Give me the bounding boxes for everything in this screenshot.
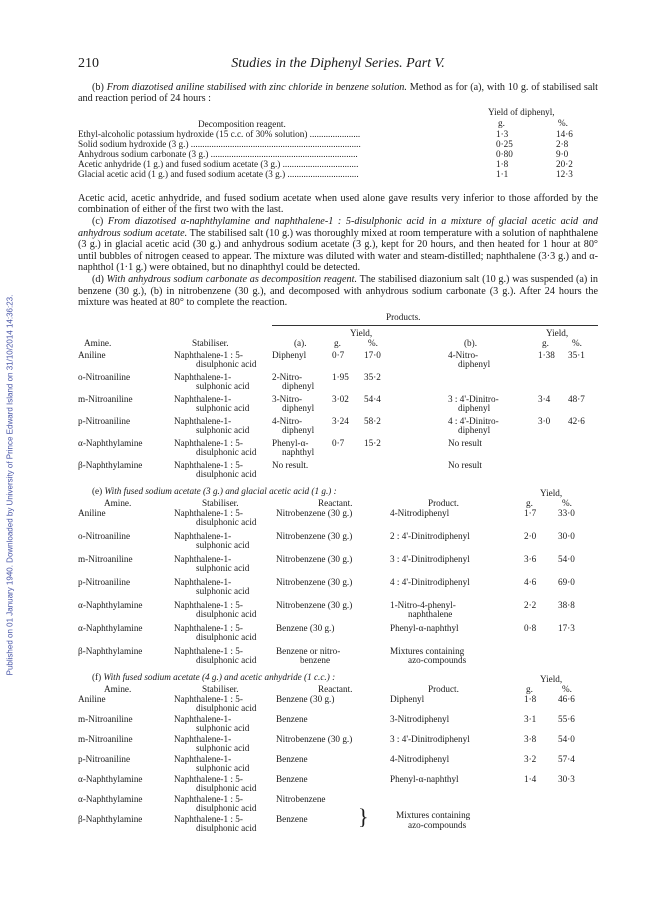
col-yield: Yield, bbox=[540, 673, 563, 684]
table-cell: Naphthalene-1- bbox=[174, 530, 232, 541]
table-cell: Naphthalene-1 : 5- bbox=[174, 622, 243, 633]
para-heading: With fused sodium acetate (3 g.) and glacial acetic acid (1 g.) : bbox=[104, 485, 337, 496]
table-cell: diphenyl bbox=[458, 358, 491, 369]
col-g-a: g. bbox=[334, 337, 341, 348]
table-cell: azo-compounds bbox=[408, 654, 467, 665]
table-cell: 3·4 bbox=[538, 393, 551, 404]
table-cell: 54·0 bbox=[558, 733, 575, 744]
table-cell: Nitrobenzene (30 g.) bbox=[276, 553, 353, 564]
yield-g: 0·80 bbox=[496, 148, 513, 159]
table-cell: 3-Nitro- bbox=[272, 393, 303, 404]
table-cell: 4 : 4'-Dinitrodiphenyl bbox=[390, 576, 470, 587]
table-cell: 69·0 bbox=[558, 576, 575, 587]
para-text: The stabilised diazonium salt (10 g.) was suspended (a) in benzene (30 g.), (b) in nitrobenzene (30 g.), and decomposed with anhydrous sodium carbonate (3 g.). After 24 hours the mixture was heated at 80° to complete the reaction. bbox=[78, 273, 598, 309]
table-cell: disulphonic acid bbox=[196, 631, 257, 642]
table-cell: disulphonic acid bbox=[196, 802, 257, 813]
mixtures-label: azo-compounds bbox=[408, 819, 467, 830]
table-cell: 17·3 bbox=[558, 622, 575, 633]
table-cell: Naphthalene-1- bbox=[174, 371, 232, 382]
table-cell: Aniline bbox=[78, 507, 106, 518]
table-cell: 4-Nitrodiphenyl bbox=[390, 753, 450, 764]
table-cell: 3·1 bbox=[524, 713, 537, 724]
table-cell: o-Nitroaniline bbox=[78, 530, 131, 541]
table-cell: 58·2 bbox=[364, 415, 381, 426]
table-cell: Naphthalene-1- bbox=[174, 713, 232, 724]
yield-g: 1·8 bbox=[496, 158, 509, 169]
table-cell: Diphenyl bbox=[390, 693, 425, 704]
table-cell: 30·3 bbox=[558, 773, 575, 784]
reagent: Ethyl-alcoholic potassium hydroxide (15 c.c. of 30% solution) ...................... bbox=[78, 128, 361, 139]
col-pct: %. bbox=[562, 497, 572, 508]
table-cell: Benzene (30 g.) bbox=[276, 622, 335, 633]
table-cell: 1·8 bbox=[524, 693, 537, 704]
table-cell: diphenyl bbox=[458, 424, 491, 435]
table-cell: 3·2 bbox=[524, 753, 537, 764]
table-cell: p-Nitroaniline bbox=[78, 576, 131, 587]
table-cell: 15·2 bbox=[364, 437, 381, 448]
table-row bbox=[78, 129, 598, 139]
page-number: 210 bbox=[78, 56, 99, 71]
table-cell: 3 : 4'-Dinitro- bbox=[448, 393, 499, 404]
table-cell: 38·8 bbox=[558, 599, 575, 610]
table-cell: Nitrobenzene (30 g.) bbox=[276, 507, 353, 518]
table-cell: m-Nitroaniline bbox=[78, 713, 133, 724]
brace-symbol: } bbox=[358, 803, 369, 829]
table-cell: 3-Nitrodiphenyl bbox=[390, 713, 450, 724]
col-pct-b: %. bbox=[572, 337, 582, 348]
table-cell: 4-Nitro- bbox=[272, 415, 303, 426]
para-heading: With fused sodium acetate (4 g.) and acetic anhydride (1 c.c.) : bbox=[103, 671, 336, 682]
table-cell: 2·0 bbox=[524, 530, 537, 541]
table-cell: sulphonic acid bbox=[196, 539, 250, 550]
table-cell: sulphonic acid bbox=[196, 380, 250, 391]
table-cell: 54·4 bbox=[364, 393, 381, 404]
table-row bbox=[78, 159, 598, 169]
table-cell: diphenyl bbox=[282, 402, 315, 413]
yield-pct: 12·3 bbox=[556, 168, 573, 179]
table-cell: Naphthalene-1- bbox=[174, 733, 232, 744]
table-cell: 4-Nitro- bbox=[448, 349, 479, 360]
table-cell: α-Naphthylamine bbox=[78, 793, 143, 804]
table-cell: sulphonic acid bbox=[196, 585, 250, 596]
col-yield-b: Yield, bbox=[546, 327, 569, 338]
table-cell: Nitrobenzene (30 g.) bbox=[276, 530, 353, 541]
col-a: (a). bbox=[294, 337, 307, 348]
col-yield: Yield of diphenyl, bbox=[488, 106, 555, 117]
table-cell: No result bbox=[448, 459, 482, 470]
table-cell: disulphonic acid bbox=[196, 654, 257, 665]
table-cell: 4-Nitrodiphenyl bbox=[390, 507, 450, 518]
table-cell: Naphthalene-1- bbox=[174, 576, 232, 587]
col-stabiliser: Stabiliser. bbox=[192, 337, 229, 348]
table-cell: 17·0 bbox=[364, 349, 381, 360]
table-cell: 2-Nitro- bbox=[272, 371, 303, 382]
paragraph-d bbox=[78, 274, 598, 309]
table-cell: sulphonic acid bbox=[196, 742, 250, 753]
table-cell: 46·6 bbox=[558, 693, 575, 704]
page-header bbox=[78, 58, 598, 70]
table-cell: Naphthalene-1 : 5- bbox=[174, 693, 243, 704]
table-cell: Naphthalene-1 : 5- bbox=[174, 349, 243, 360]
table-cell: Nitrobenzene (30 g.) bbox=[276, 576, 353, 587]
col-g: g. bbox=[526, 683, 533, 694]
table-row bbox=[78, 139, 598, 149]
table-cell: 35·1 bbox=[568, 349, 585, 360]
table-cell: 2 : 4'-Dinitrodiphenyl bbox=[390, 530, 470, 541]
table-cell: p-Nitroaniline bbox=[78, 415, 131, 426]
table-cell: Mixtures containing bbox=[390, 645, 465, 656]
col-amine: Amine. bbox=[84, 337, 112, 348]
table-cell: 30·0 bbox=[558, 530, 575, 541]
products-rule bbox=[272, 325, 598, 326]
col-amine: Amine. bbox=[104, 497, 132, 508]
decomposition-table bbox=[78, 107, 598, 189]
running-title: Studies in the Diphenyl Series. Part V. bbox=[231, 56, 445, 71]
table-cell: disulphonic acid bbox=[196, 468, 257, 479]
para-label: (c) bbox=[92, 215, 104, 227]
yield-g: 1·1 bbox=[496, 168, 509, 179]
table-cell: α-Naphthylamine bbox=[78, 622, 143, 633]
table-cell: Phenyl-α- bbox=[272, 437, 309, 448]
table-cell: 33·0 bbox=[558, 507, 575, 518]
table-cell: β-Naphthylamine bbox=[78, 813, 143, 824]
table-cell: disulphonic acid bbox=[196, 782, 257, 793]
yield-g: 0·25 bbox=[496, 138, 513, 149]
para-heading: From diazotised aniline stabilised with zinc chloride in benzene solution. bbox=[106, 81, 407, 93]
table-cell: disulphonic acid bbox=[196, 822, 257, 833]
table-cell: 3·6 bbox=[524, 553, 537, 564]
para-heading: From diazotised α-naphthylamine and naphthalene-1 : 5-disulphonic acid in a mixture of glacial acetic acid and anhydrous sodium acetate. bbox=[78, 215, 598, 239]
table-cell: benzene bbox=[300, 654, 331, 665]
table-cell: Naphthalene-1 : 5- bbox=[174, 813, 243, 824]
table-cell: Naphthalene-1- bbox=[174, 553, 232, 564]
reagent: Solid sodium hydroxide (3 g.) .......................................................................... bbox=[78, 138, 361, 149]
table-cell: 3·0 bbox=[538, 415, 551, 426]
col-pct-a: %. bbox=[368, 337, 378, 348]
table-cell: m-Nitroaniline bbox=[78, 393, 133, 404]
table-row bbox=[78, 169, 598, 179]
reagent: Anhydrous sodium carbonate (3 g.) ................................................................ bbox=[78, 148, 358, 159]
table-cell: Nitrobenzene (30 g.) bbox=[276, 733, 353, 744]
table-cell: Benzene bbox=[276, 713, 308, 724]
table-cell: Benzene bbox=[276, 773, 308, 784]
table-cell: Naphthalene-1 : 5- bbox=[174, 773, 243, 784]
table-cell: Naphthalene-1- bbox=[174, 393, 232, 404]
table-cell: α-Naphthylamine bbox=[78, 599, 143, 610]
table-cell: Benzene bbox=[276, 813, 308, 824]
para-label: (f) bbox=[92, 671, 102, 682]
table-cell: Nitrobenzene (30 g.) bbox=[276, 599, 353, 610]
para-text: The stabilised salt (10 g.) was thoroughly mixed at room temperature with a solution of naphthalene (3 g.) in glacial acetic acid (30 g.) and anhydrous sodium acetate (3 g.), kept for 20 hours, and then heated for 1 hour at 80° until bubbles of nitrogen ceased to appear. The mixture was diluted with water and steam-distilled; naphthalene (3·3 g.) and α-naphthol (1·1 g.) were obtained, but no dinaphthyl could be detected. bbox=[78, 227, 599, 274]
table-cell: Naphthalene-1 : 5- bbox=[174, 507, 243, 518]
table-cell: disulphonic acid bbox=[196, 446, 257, 457]
table-cell: disulphonic acid bbox=[196, 702, 257, 713]
table-cell: sulphonic acid bbox=[196, 722, 250, 733]
products-table-f bbox=[78, 673, 598, 833]
table-f-heading bbox=[92, 673, 335, 683]
table-cell: Phenyl-α-naphthyl bbox=[390, 622, 459, 633]
table-cell: 55·6 bbox=[558, 713, 575, 724]
paragraph-c bbox=[78, 216, 598, 274]
col-b: (b). bbox=[464, 337, 478, 348]
table-row bbox=[78, 149, 598, 159]
table-cell: Benzene or nitro- bbox=[276, 645, 341, 656]
yield-pct: 20·2 bbox=[556, 158, 573, 169]
table-cell: 1·4 bbox=[524, 773, 537, 784]
reagent: Acetic anhydride (1 g.) and fused sodium acetate (3 g.) ................................. bbox=[78, 158, 359, 169]
table-cell: 0·7 bbox=[332, 437, 345, 448]
table-cell: 54·0 bbox=[558, 553, 575, 564]
table-cell: Naphthalene-1- bbox=[174, 415, 232, 426]
para-label: (b) bbox=[92, 81, 104, 93]
table-cell: diphenyl bbox=[458, 402, 491, 413]
table-cell: Benzene bbox=[276, 753, 308, 764]
yield-g: 1·3 bbox=[496, 128, 509, 139]
table-cell: disulphonic acid bbox=[196, 608, 257, 619]
download-notice bbox=[3, 70, 17, 900]
table-cell: 35·2 bbox=[364, 371, 381, 382]
col-g: g. bbox=[498, 117, 505, 128]
table-cell: α-Naphthylamine bbox=[78, 437, 143, 448]
col-reactant: Reactant. bbox=[318, 683, 353, 694]
table-cell: α-Naphthylamine bbox=[78, 773, 143, 784]
table-cell: diphenyl bbox=[282, 380, 315, 391]
table-cell: o-Nitroaniline bbox=[78, 371, 131, 382]
table-cell: 48·7 bbox=[568, 393, 585, 404]
page bbox=[78, 58, 598, 833]
table-cell: 2·2 bbox=[524, 599, 537, 610]
table-cell: 4·6 bbox=[524, 576, 537, 587]
table-cell: Aniline bbox=[78, 349, 106, 360]
products-table-d bbox=[78, 313, 598, 485]
table-cell: p-Nitroaniline bbox=[78, 753, 131, 764]
table-cell: 0·7 bbox=[332, 349, 345, 360]
yield-pct: 9·0 bbox=[556, 148, 569, 159]
col-products: Products. bbox=[386, 311, 421, 322]
table-cell: β-Naphthylamine bbox=[78, 459, 143, 470]
table-cell: naphthyl bbox=[282, 446, 315, 457]
table-cell: Naphthalene-1 : 5- bbox=[174, 793, 243, 804]
col-g-b: g. bbox=[542, 337, 549, 348]
table-cell: Naphthalene-1 : 5- bbox=[174, 437, 243, 448]
col-product: Product. bbox=[428, 683, 459, 694]
table-cell: 1·95 bbox=[332, 371, 349, 382]
download-notice-text: Published on 01 January 1940. Downloaded by University of Prince Edward Island on 31/10/2014 14:36:23. bbox=[5, 294, 15, 676]
table-e-heading bbox=[92, 487, 337, 497]
table-cell: disulphonic acid bbox=[196, 358, 257, 369]
table-cell: sulphonic acid bbox=[196, 562, 250, 573]
table-cell: 1·7 bbox=[524, 507, 537, 518]
paragraph-after: Acetic acid, acetic anhydride, and fused sodium acetate when used alone gave results very inferior to those afforded by the combination of either of the first two with the last. bbox=[78, 192, 598, 216]
col-g: g. bbox=[526, 497, 533, 508]
table-cell: No result. bbox=[272, 459, 309, 470]
reagent: Glacial acetic acid (1 g.) and fused sodium acetate (3 g.) ............................... bbox=[78, 168, 359, 179]
table-cell: naphthalene bbox=[408, 608, 453, 619]
col-pct: %. bbox=[558, 117, 568, 128]
col-reagent: Decomposition reagent. bbox=[198, 118, 286, 129]
col-product: Product. bbox=[428, 497, 459, 508]
table-cell: Naphthalene-1 : 5- bbox=[174, 459, 243, 470]
mixtures-label: Mixtures containing bbox=[396, 809, 471, 820]
table-cell: Nitrobenzene bbox=[276, 793, 326, 804]
yield-pct: 2·8 bbox=[556, 138, 569, 149]
table-cell: 0·8 bbox=[524, 622, 537, 633]
para-heading: With anhydrous sodium carbonate as decomposition reagent. bbox=[106, 273, 358, 285]
table-cell: 42·6 bbox=[568, 415, 585, 426]
table-cell: β-Naphthylamine bbox=[78, 645, 143, 656]
table-cell: Aniline bbox=[78, 693, 106, 704]
table-cell: m-Nitroaniline bbox=[78, 733, 133, 744]
paragraph-b bbox=[78, 82, 598, 105]
table-cell: m-Nitroaniline bbox=[78, 553, 133, 564]
table-cell: diphenyl bbox=[282, 424, 315, 435]
para-text: Method as for (a), with 10 g. of stabilised salt and reaction period of 24 hours : bbox=[78, 81, 598, 105]
table-cell: 1·38 bbox=[538, 349, 555, 360]
table-cell: sulphonic acid bbox=[196, 762, 250, 773]
table-cell: sulphonic acid bbox=[196, 424, 250, 435]
table-cell: Benzene (30 g.) bbox=[276, 693, 335, 704]
table-cell: No result bbox=[448, 437, 482, 448]
table-cell: 3·24 bbox=[332, 415, 349, 426]
table-cell: Naphthalene-1 : 5- bbox=[174, 599, 243, 610]
table-cell: Diphenyl bbox=[272, 349, 307, 360]
yield-pct: 14·6 bbox=[556, 128, 573, 139]
table-cell: disulphonic acid bbox=[196, 516, 257, 527]
table-cell: Phenyl-α-naphthyl bbox=[390, 773, 459, 784]
table-cell: 3 : 4'-Dinitrodiphenyl bbox=[390, 733, 470, 744]
col-yield: Yield, bbox=[540, 487, 563, 498]
table-cell: 3·02 bbox=[332, 393, 349, 404]
table-cell: Naphthalene-1 : 5- bbox=[174, 645, 243, 656]
col-stabiliser: Stabiliser. bbox=[202, 497, 239, 508]
table-cell: 3·8 bbox=[524, 733, 537, 744]
col-yield-a: Yield, bbox=[350, 327, 373, 338]
table-cell: 57·4 bbox=[558, 753, 575, 764]
table-cell: 4 : 4'-Dinitro- bbox=[448, 415, 499, 426]
para-label: (d) bbox=[92, 273, 104, 285]
para-label: (e) bbox=[92, 485, 103, 496]
table-cell: 1-Nitro-4-phenyl- bbox=[390, 599, 456, 610]
col-reactant: Reactant. bbox=[318, 497, 353, 508]
table-cell: 3 : 4'-Dinitrodiphenyl bbox=[390, 553, 470, 564]
products-table-e bbox=[78, 487, 598, 673]
table-cell: sulphonic acid bbox=[196, 402, 250, 413]
col-pct: %. bbox=[562, 683, 572, 694]
table-cell: Naphthalene-1- bbox=[174, 753, 232, 764]
col-amine: Amine. bbox=[104, 683, 132, 694]
col-stabiliser: Stabiliser. bbox=[202, 683, 239, 694]
